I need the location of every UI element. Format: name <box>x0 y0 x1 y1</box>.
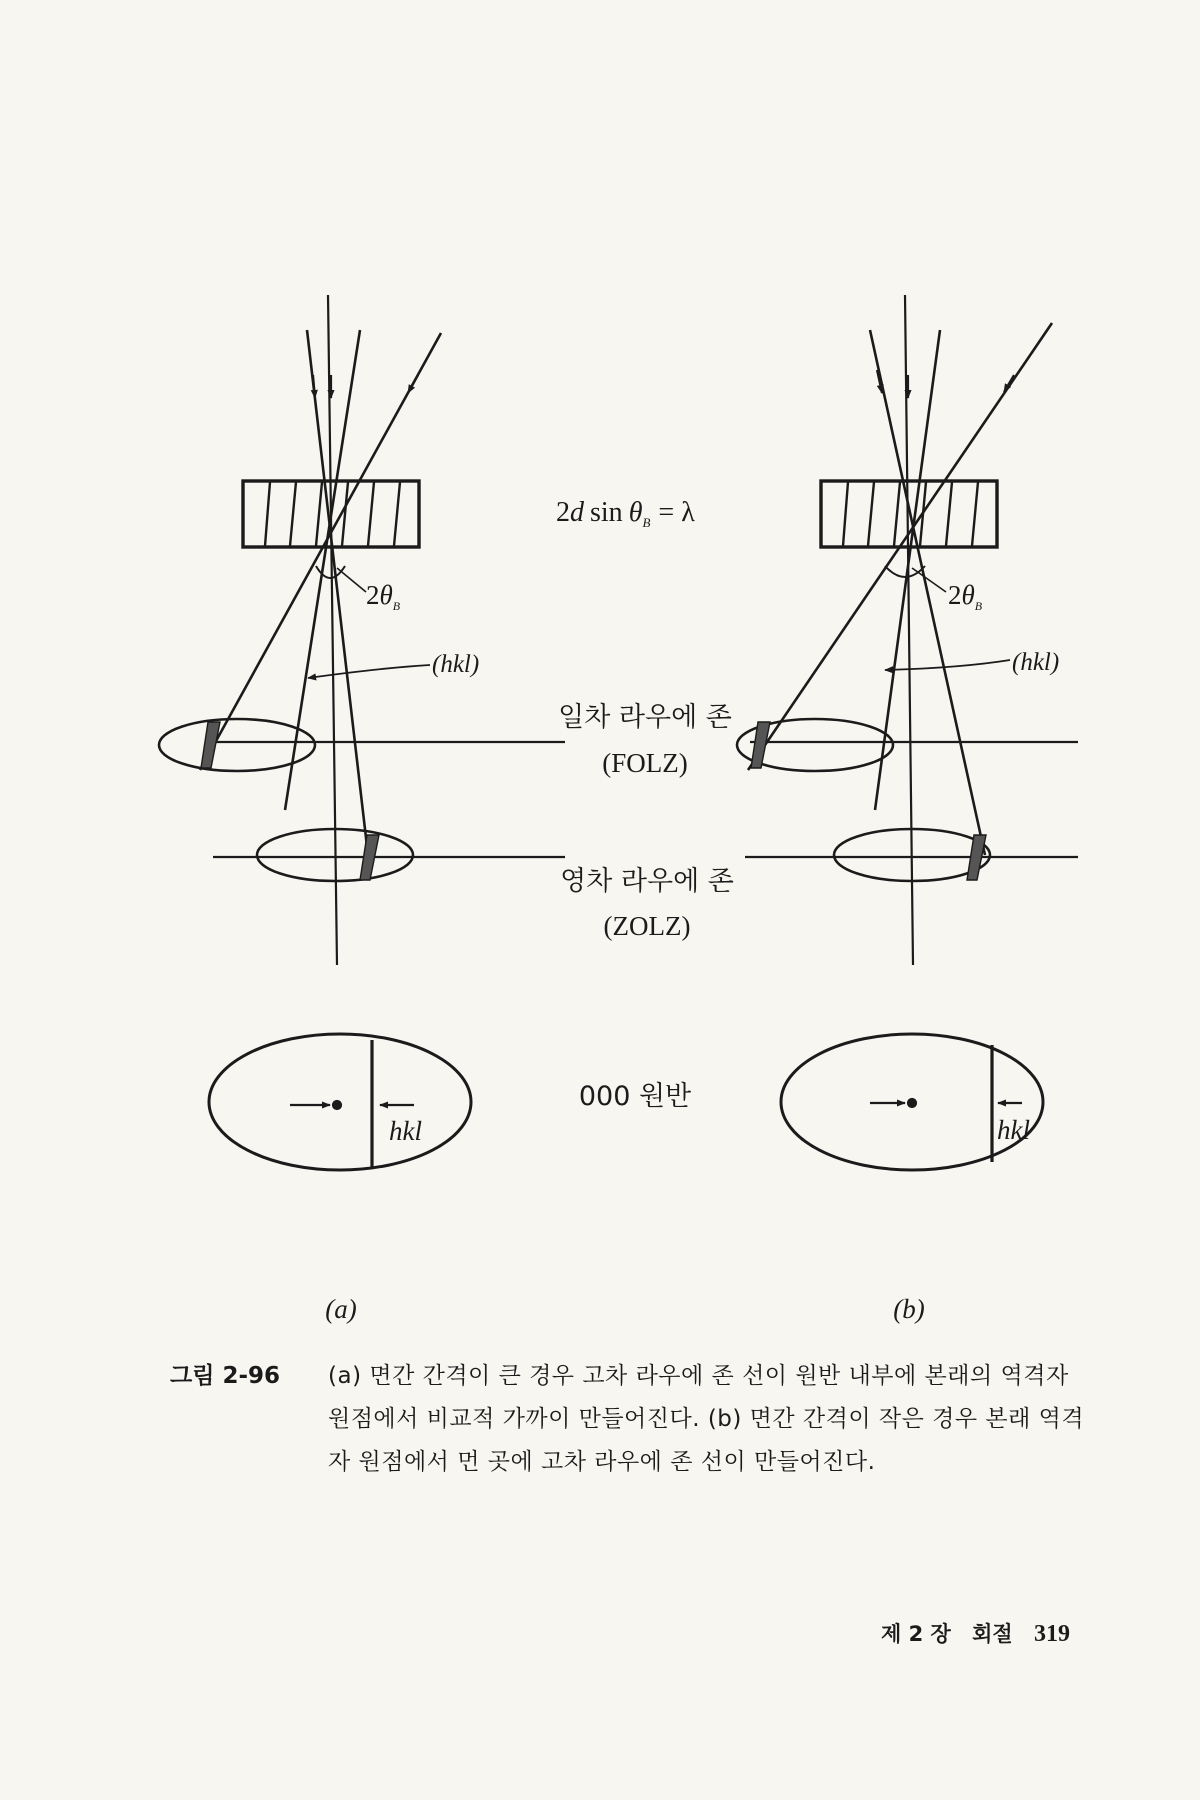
angle-label-a: $2\theta_B$ <box>366 580 401 613</box>
panel-label-b: (b) <box>893 1294 925 1324</box>
folz-label: 일차 라우에 존 <box>558 702 732 733</box>
plane-label-a: (hkl) <box>432 651 480 678</box>
angle-leader <box>337 568 366 592</box>
panel-a-diagram <box>159 295 565 1170</box>
arrow-right <box>1004 375 1014 392</box>
panel-b-diagram <box>737 295 1078 1170</box>
arrow-right <box>408 375 418 393</box>
chapter-label: 제 2 장 <box>880 1622 951 1646</box>
zolz-abbr: (ZOLZ) <box>603 911 691 941</box>
plane-label-b: (hkl) <box>1012 649 1060 676</box>
caption-label: 그림 2-96 <box>170 1363 280 1389</box>
caption-text: (a) 면간 간격이 큰 경우 고차 라우에 존 선이 원반 내부에 본래의 역격자 원점에서 비교적 가까이 만들어진다. (b) 면간 간격이 작은 경우 본래 역격자 원점에서 먼 곳에 고차 라우에 존 선이 만들어진다. <box>328 1363 1085 1475</box>
page-footer <box>867 1618 1070 1648</box>
bragg-equation: 2d $\sin \theta_B = \lambda$ <box>556 497 695 530</box>
optic-axis <box>328 295 337 965</box>
folz-ring <box>159 719 315 771</box>
direct-spot <box>333 1101 341 1109</box>
hkl-label-a: hkl <box>389 1116 422 1146</box>
incident-beam-right <box>285 330 360 810</box>
folz-segment <box>201 722 220 768</box>
disk-label: 000 원반 <box>578 1081 692 1112</box>
angle-leader <box>912 568 946 592</box>
hkl-label-b: hkl <box>997 1115 1030 1145</box>
diffracted-beam <box>200 333 441 770</box>
direct-spot <box>908 1099 916 1107</box>
hkl-leader <box>308 665 430 678</box>
section-title: 회절 <box>972 1622 1013 1646</box>
page-number: 319 <box>1034 1621 1070 1647</box>
bragg-angle-arc <box>885 566 925 577</box>
hkl-leader <box>885 660 1010 670</box>
angle-label-b: $2\theta_B$ <box>948 580 983 613</box>
zolz-label: 영차 라우에 존 <box>560 866 734 897</box>
incident-beam-left <box>307 330 368 855</box>
panel-label-a: (a) <box>325 1294 357 1324</box>
folz-abbr: (FOLZ) <box>602 748 688 778</box>
